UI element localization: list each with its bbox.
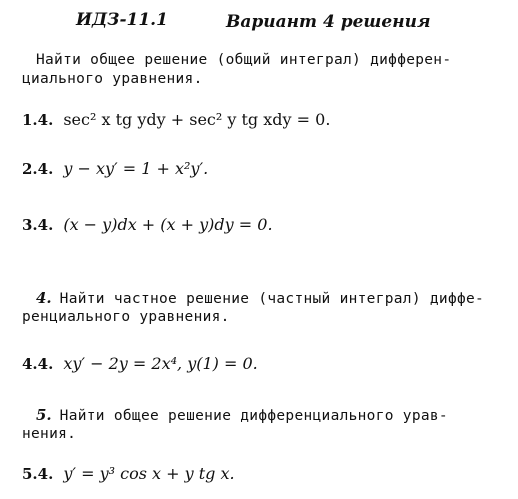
section1-instruction-line1: Найти общее решение (общий интеграл) дифферен- xyxy=(36,52,452,68)
equation: y − xy′ = 1 + x²y′. xyxy=(63,159,209,178)
section4-instruction-line1: Найти частное решение (частный интеграл) диффе- xyxy=(59,291,485,307)
section5-instruction xyxy=(36,406,448,424)
problem-number: 1.4. xyxy=(22,111,54,129)
problem-number: 4.4. xyxy=(22,355,54,373)
equation: (x − y)dx + (x + y)dy = 0. xyxy=(63,215,273,234)
section1-instruction-line2: циального уравнения. xyxy=(22,71,203,87)
equation: sec² x tg ydy + sec² y tg xdy = 0. xyxy=(63,110,331,129)
section-number: 4. xyxy=(36,289,52,307)
problem-4-4 xyxy=(22,354,258,373)
problem-2-4 xyxy=(22,159,208,178)
problem-5-4 xyxy=(22,464,235,483)
section-number: 5. xyxy=(36,406,52,424)
section5-instruction-line2: нения. xyxy=(22,426,77,442)
equation: y′ = y³ cos x + y tg x. xyxy=(63,464,235,483)
section4-instruction xyxy=(36,289,484,307)
problem-3-4 xyxy=(22,215,273,234)
problem-number: 2.4. xyxy=(22,160,54,178)
section4-instruction-line2: ренциального уравнения. xyxy=(22,309,230,325)
problem-number: 3.4. xyxy=(22,216,54,234)
section5-instruction-line1: Найти общее решение дифференциального урав- xyxy=(59,408,448,424)
problem-1-4 xyxy=(22,110,330,129)
problem-number: 5.4. xyxy=(22,465,54,483)
variant-title: Вариант 4 решения xyxy=(226,12,431,32)
document-code: ИДЗ-11.1 xyxy=(76,10,168,30)
equation: xy′ − 2y = 2x⁴, y(1) = 0. xyxy=(63,354,258,373)
